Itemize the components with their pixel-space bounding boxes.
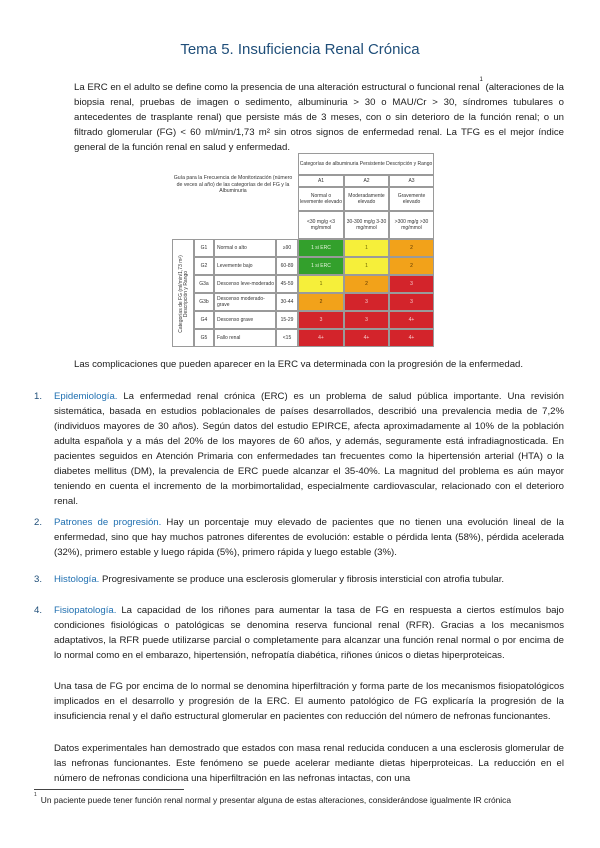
monitoring-cell: 4+ — [389, 311, 434, 329]
monitoring-cell: 4+ — [344, 329, 389, 347]
section-number: 1. — [34, 391, 43, 402]
section-number: 2. — [34, 517, 43, 528]
gfr-category: G1 — [194, 239, 214, 257]
complications-sentence: Las complicaciones que pueden aparecer en la ERC va determinada con la progresión de la enfermedad. — [74, 359, 524, 370]
alb-cat-a2: A2 — [344, 175, 389, 187]
gfr-description: Descenso grave — [214, 311, 276, 329]
footnote-text: Un paciente puede tener función renal normal y presentar alguna de estas alteraciones, considerándose igualmente IR crónica — [40, 795, 511, 805]
section-text — [54, 389, 564, 509]
monitoring-cell: 2 — [298, 293, 344, 311]
monitoring-cell: 1 si ERC — [298, 257, 344, 275]
alb-desc-a3: Gravemente elevado — [389, 187, 434, 211]
section-heading: Patrones de progresión. — [54, 517, 162, 528]
footnote-ref[interactable]: 1 — [479, 77, 483, 83]
section-number: 3. — [34, 574, 43, 585]
gfr-range: 45-59 — [276, 275, 298, 293]
gfr-category: G3b — [194, 293, 214, 311]
monitoring-cell: 3 — [344, 293, 389, 311]
monitoring-cell: 4+ — [389, 329, 434, 347]
monitoring-cell: 2 — [389, 257, 434, 275]
monitoring-cell: 3 — [344, 311, 389, 329]
gfr-range: 60-89 — [276, 257, 298, 275]
section-body: La capacidad de los riñones para aumentar la tasa de FG en respuesta a ciertos estímulos bajo condiciones fisiológicas o patológicas se denomina reserva funcional renal (RFR). Gracias a los mecanismos adaptativos, la RFR puede utilizarse parcial o completamente para alcanzar una función renal normal o por encima de lo normal como en el embarazo, hipertensión, nefropatía diabética, riñones únicos o dietas hiperproteicas. — [54, 605, 564, 661]
monitoring-cell: 3 — [389, 293, 434, 311]
gfr-range: 30-44 — [276, 293, 298, 311]
footnote-divider — [34, 789, 184, 790]
gfr-category: G5 — [194, 329, 214, 347]
section-text — [54, 515, 564, 560]
intro-text-b: (alteraciones de la biopsia renal, pruebas de imagen o sedimento, albuminuria > 30 o MAU/Cr > 30, síndromes tubulares o antecedentes de trasplante renal) que persiste más de 3 meses, con o sin deterioro de la función renal; o un filtrado glomerular (FG) < 60 ml/min/1,73 m² sin otros signos de enfermedad renal. La TFG es el mejor índice general de la función renal en salud y enfermedad. — [74, 82, 564, 153]
albuminuria-header: Categorías de albuminuria Persistente Descripción y Rango — [298, 153, 434, 175]
gfr-category: G2 — [194, 257, 214, 275]
monitoring-cell: 2 — [389, 239, 434, 257]
intro-paragraph — [74, 77, 564, 155]
footnote — [34, 792, 564, 806]
section-text — [54, 603, 564, 663]
gfr-description: Descenso leve-moderado — [214, 275, 276, 293]
monitoring-cell: 1 si ERC — [298, 239, 344, 257]
fisio-paragraph-3: Datos experimentales han demostrado que estados con masa renal reducida conducen a una esclerosis glomerular de las nefronas funcionantes. Este fenómeno se puede acelerar mediante dietas hiperproteicas. La reducción en el número de nefronas condiciona una hiperfiltración en las nefronas intactas, con una — [54, 743, 564, 784]
monitoring-cell: 2 — [344, 275, 389, 293]
gfr-range: 15-29 — [276, 311, 298, 329]
section-body: Hay un porcentaje muy elevado de pacientes que no tienen una evolución lineal de la enfermedad, sino que hay muchos patrones diferentes de evolución: estable o pérdida lenta (58%), pérdida acelerada (32%), primero estable y luego rápida (5%), primero rápida y luego estable (3%). — [54, 517, 564, 558]
alb-cat-a3: A3 — [389, 175, 434, 187]
gfr-description: Levemente bajo — [214, 257, 276, 275]
monitoring-cell: 4+ — [298, 329, 344, 347]
gfr-category: G3a — [194, 275, 214, 293]
monitoring-cell: 1 — [298, 275, 344, 293]
kdigo-table — [172, 153, 434, 348]
gfr-category: G4 — [194, 311, 214, 329]
section-heading: Fisiopatología. — [54, 605, 117, 616]
gfr-description: Normal o alto — [214, 239, 276, 257]
monitoring-cell: 1 — [344, 257, 389, 275]
gfr-description: Fallo renal — [214, 329, 276, 347]
gfr-label-box — [172, 239, 194, 347]
section-body: La enfermedad renal crónica (ERC) es un problema de salud pública importante. Una revisión sistemática, basada en estudios poblacionales de países desarrollados, describió una prevalencia media de 7,2% (individuos mayores de 30 años). Según datos del estudio EPIRCE, afecta aproximadamente al 10% de la población adulta española y a más del 20% de los mayores de 60 años, y además, seguramente está infradiagnosticada. En pacientes seguidos en Atención Primaria con enfermedades tan frecuentes como la hipertensión arterial (HTA) o la diabetes mellitus (DM), la prevalencia de ERC puede alcanzar el 35-40%. La magnitud del problema es aún mayor teniendo en cuenta el incremento de la morbimortalidad, especialmente cardiovascular, relacionado con el deterioro renal. — [54, 391, 564, 507]
gfr-vertical-label: Categorías de FG (ml/min/1,73 m²) Descripción y Rango — [178, 255, 189, 333]
page-title: Tema 5. Insuficiencia Renal Crónica — [180, 41, 420, 58]
footnote-number: 1 — [34, 792, 37, 798]
alb-cat-a1: A1 — [298, 175, 344, 187]
alb-desc-a2: Moderadamente elevado — [344, 187, 389, 211]
gfr-description: Descenso moderado-grave — [214, 293, 276, 311]
fisio-paragraph-2: Una tasa de FG por encima de lo normal se denomina hiperfiltración y forma parte de los mecanismos fisiopatológicos implicados en el desarrollo y progresión de la ERC. El aumento patológico de FG explicaría la progresión de la insuficiencia renal y el daño estructural glomerular en pacientes con reducción del número de nefronas funcionantes. — [54, 681, 564, 722]
section-number: 4. — [34, 605, 43, 616]
intro-text-a: La ERC en el adulto se define como la presencia de una alteración estructural o funcional renal — [74, 82, 480, 93]
alb-range-a1: <30 mg/g <3 mg/mmol — [298, 211, 344, 239]
gfr-range: <15 — [276, 329, 298, 347]
alb-desc-a1: Normal o levemente elevado — [298, 187, 344, 211]
kdigo-guide-title: Guía para la Frecuencia de Monitorización (número de veces al año) de las categorías de del FG y la Albuminuria — [173, 175, 293, 194]
section-body: Progresivamente se produce una esclerosis glomerular y fibrosis intersticial con atrofia tubular. — [99, 574, 505, 585]
section-heading: Histología. — [54, 574, 100, 585]
monitoring-cell: 1 — [344, 239, 389, 257]
monitoring-cell: 3 — [298, 311, 344, 329]
alb-range-a2: 30-300 mg/g 3-30 mg/mmol — [344, 211, 389, 239]
section-text — [54, 572, 564, 587]
alb-range-a3: >300 mg/g >30 mg/mmol — [389, 211, 434, 239]
section-heading: Epidemiología. — [54, 391, 118, 402]
gfr-range: ≥90 — [276, 239, 298, 257]
monitoring-cell: 3 — [389, 275, 434, 293]
